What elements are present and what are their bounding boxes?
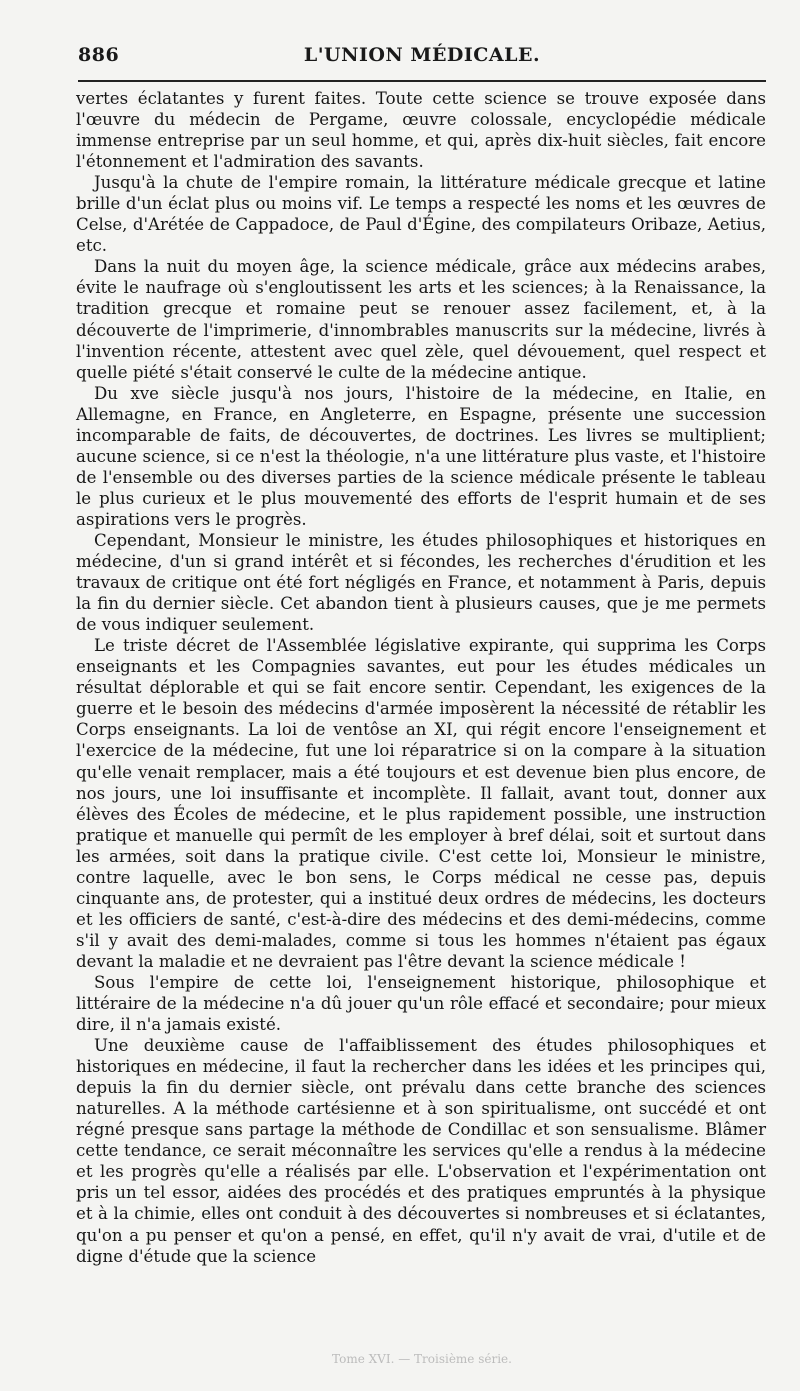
- paragraph: Du xve siècle jusqu'à nos jours, l'histoire de la médecine, en Italie, en Allemagne, en France, en Angleterre, en Espagne, présente une succession incomparable de faits, de découvertes, de doctrines. Les livres se multiplient; aucune science, si ce n'est la théologie, n'a une littérature plus vaste, et l'histoire de l'ensemble ou des diverses parties de la science médicale présente le tableau le plus curieux et le plus mouvementé des efforts de l'esprit humain et de ses aspirations vers le progrès.: [76, 383, 766, 529]
- paragraph: vertes éclatantes y furent faites. Toute cette science se trouve exposée dans l'œuvre du médecin de Pergame, œuvre colossale, encyclopédie médicale immense entreprise par un seul homme, et qui, après dix-huit siècles, fait encore l'étonnement et l'admiration des savants.: [76, 89, 766, 172]
- paragraph: Cependant, Monsieur le ministre, les études philosophiques et historiques en médecine, d'un si grand intérêt et si fécondes, les recherches d'érudition et les travaux de critique ont été fort négligés en France, et notamment à Paris, depuis la fin du dernier siècle. Cet abandon tient à plusieurs causes, que je me permets de vous indiquer seulement.: [76, 530, 766, 635]
- paragraph: Sous l'empire de cette loi, l'enseignement historique, philosophique et littéraire de la médecine n'a dû jouer qu'un rôle effacé et secondaire; pour mieux dire, il n'a jamais existé.: [76, 972, 766, 1035]
- paragraph: Une deuxième cause de l'affaiblissement des études philosophiques et historiques en médecine, il faut la rechercher dans les idées et les principes qui, depuis la fin du dernier siècle, ont prévalu dans cette branche des sciences naturelles. A la méthode cartésienne et à son spiritualisme, ont succédé et ont régné presque sans partage la méthode de Condillac et son sensualisme. Blâmer cette tendance, ce serait méconnaître les services qu'elle a rendus à la médecine et les progrès qu'elle a réalisés par elle. L'observation et l'expérimentation ont pris un tel essor, aidées des procédés et des pratiques empruntés à la physique et à la chimie, elles ont conduit à des découvertes si nombreuses et si éclatantes, qu'on a pu penser et qu'on a pensé, en effet, qu'il n'y avait de vrai, d'utile et de digne d'étude que la science: [76, 1036, 766, 1266]
- paragraph: Dans la nuit du moyen âge, la science médicale, grâce aux médecins arabes, évite le naufrage où s'engloutissent les arts et les sciences; à la Renaissance, la tradition grecque et romaine peut se renouer assez facilement, et, à la découverte de l'imprimerie, d'innombrables manuscrits sur la médecine, livrés à l'invention récente, attestent avec quel zèle, quel dévouement, quel respect et quelle piété s'était conservé le culte de la médecine antique.: [76, 257, 766, 382]
- journal-title: L'UNION MÉDICALE.: [303, 44, 541, 66]
- paragraph: Jusqu'à la chute de l'empire romain, la littérature médicale grecque et latine brille d'un éclat plus ou moins vif. Le temps a respecté les noms et les œuvres de Celse, d'Arétée de Cappadoce, de Paul d'Égine, des compilateurs Oribaze, Aetius, etc.: [76, 173, 766, 256]
- paragraph: Le triste décret de l'Assemblée législative expirante, qui supprima les Corps enseignants et les Compagnies savantes, eut pour les études médicales un résultat déplorable et qui se fait encore sentir. Cependant, les exigences de la guerre et le besoin des médecins d'armée imposèrent la nécessité de rétablir les Corps enseignants. La loi de ventôse an XI, qui régit encore l'enseignement et l'exercice de la médecine, fut une loi réparatrice si on la compare à la situation qu'elle venait remplacer, mais a été toujours et est devenue bien plus encore, de nos jours, une loi insuffisante et incomplète. Il fallait, avant tout, donner aux élèves des Écoles de médecine, et le plus rapidement possible, une instruction pratique et manuelle qui permît de les employer à bref délai, soit et surtout dans les armées, soit dans la pratique civile. C'est cette loi, Monsieur le ministre, contre laquelle, avec le bon sens, le Corps médical ne cesse pas, depuis cinquante ans, de protester, qui a institué deux ordres de médecins, les docteurs et les officiers de santé, c'est-à-dire des médecins et des demi-médecins, comme s'il y avait des demi-malades, comme si tous les hommes n'étaient pas égaux devant la maladie et ne devraient pas l'être devant la science médicale !: [76, 636, 766, 971]
- article-body: [76, 88, 766, 1267]
- page-footer: Tome XVI. — Troisième série.: [332, 1352, 512, 1366]
- page-number: 886: [78, 44, 120, 66]
- page-header: [78, 44, 766, 74]
- header-rule: [78, 80, 766, 82]
